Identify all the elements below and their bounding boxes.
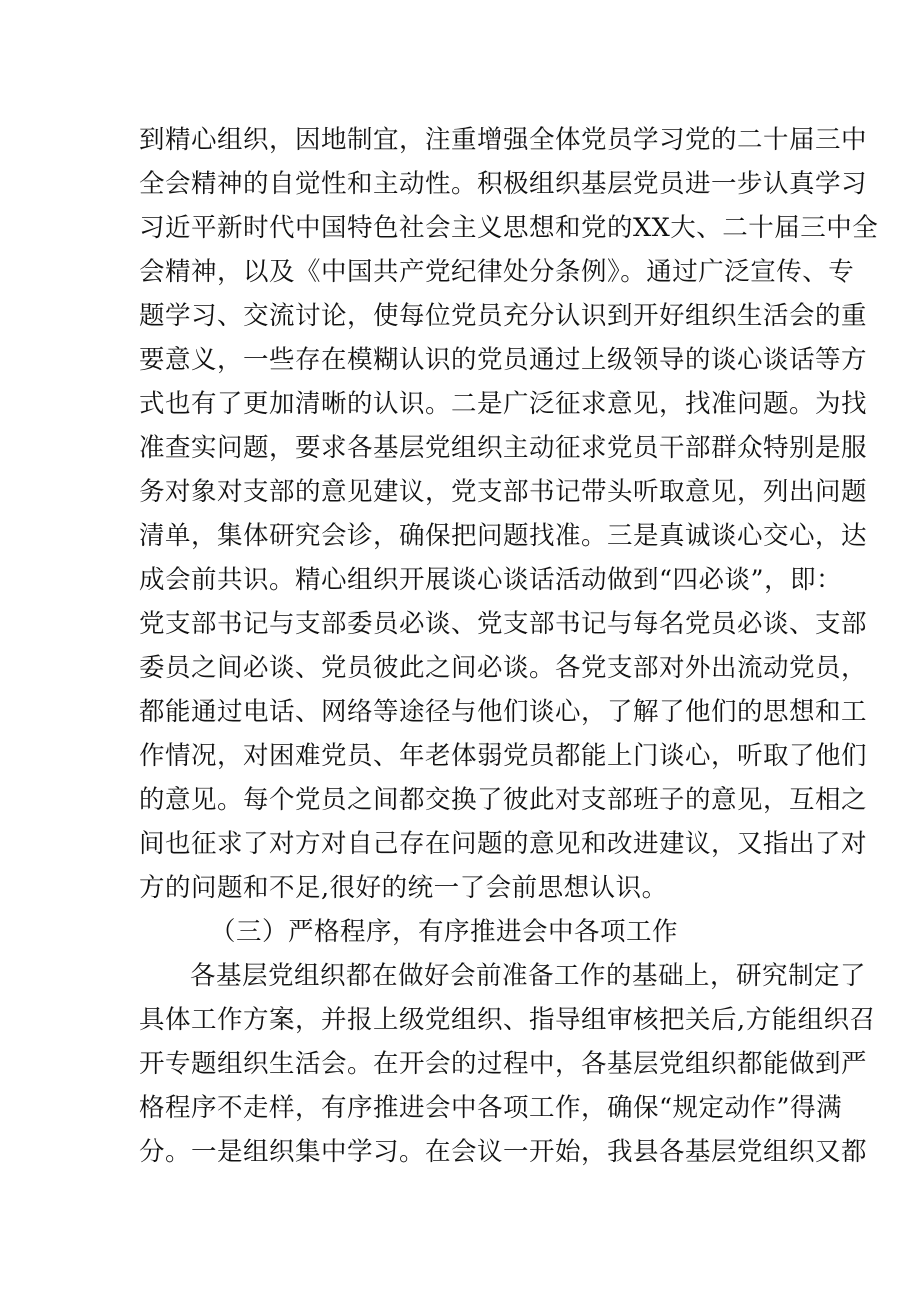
paragraph-line: 格程序不走样，有序推进会中各项工作，确保“规定动作”得满	[139, 1093, 843, 1123]
section-heading: （三）严格程序，有序推进会中各项工作	[210, 917, 679, 947]
paragraph-line: 委员之间必谈、党员彼此之间必谈。各党支部对外出流动党员，	[139, 653, 868, 683]
paragraph-line: 式也有了更加清晰的认识。二是广泛征求意见，找准问题。为找	[139, 389, 868, 419]
paragraph-line: 会精神，以及《中国共产党纪律处分条例》。通过广泛宣传、专	[139, 257, 855, 287]
paragraph-line: 方的问题和不足,很好的统一了会前思想认识。	[139, 873, 668, 903]
paragraph-line: 习近平新时代中国特色社会主义思想和党的XX大、二十届三中全	[139, 213, 879, 243]
paragraph-line: 各基层党组织都在做好会前准备工作的基础上，研究制定了	[190, 961, 867, 991]
paragraph-line: 开专题组织生活会。在开会的过程中，各基层党组织都能做到严	[139, 1049, 868, 1079]
paragraph-line: 具体工作方案，并报上级党组织、指导组审核把关后,方能组织召	[139, 1005, 876, 1035]
paragraph-line: 分。一是组织集中学习。在会议一开始，我县各基层党组织又都	[139, 1137, 868, 1167]
paragraph-line: 作情况，对困难党员、年老体弱党员都能上门谈心，听取了他们	[139, 741, 868, 771]
paragraph-line: 题学习、交流讨论，使每位党员充分认识到开好组织生活会的重	[139, 301, 868, 331]
paragraph-line: 成会前共识。精心组织开展谈心谈话活动做到“四必谈”，即：	[139, 565, 843, 595]
paragraph-line: 清单，集体研究会诊，确保把问题找准。三是真诚谈心交心，达	[139, 521, 868, 551]
paragraph-line: 都能通过电话、网络等途径与他们谈心，了解了他们的思想和工	[139, 697, 868, 727]
paragraph-line: 要意义，一些存在模糊认识的党员通过上级领导的谈心谈话等方	[139, 345, 868, 375]
paragraph-line: 党支部书记与支部委员必谈、党支部书记与每名党员必谈、支部	[139, 609, 868, 639]
paragraph-line: 务对象对支部的意见建议，党支部书记带头听取意见，列出问题	[139, 477, 868, 507]
paragraph-line: 到精心组织，因地制宜，注重增强全体党员学习党的二十届三中	[139, 125, 868, 155]
paragraph-line: 全会精神的自觉性和主动性。积极组织基层党员进一步认真学习	[139, 169, 868, 199]
paragraph-line: 的意见。每个党员之间都交换了彼此对支部班子的意见，互相之	[139, 785, 868, 815]
paragraph-line: 间也征求了对方对自己存在问题的意见和改进建议，又指出了对	[139, 829, 868, 859]
paragraph-line: 准查实问题，要求各基层党组织主动征求党员干部群众特别是服	[139, 433, 868, 463]
